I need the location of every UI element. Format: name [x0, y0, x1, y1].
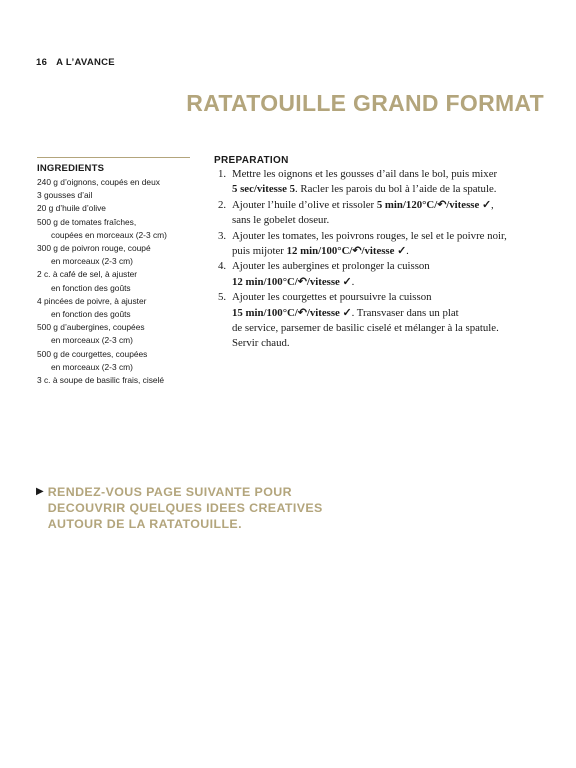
ingredient-continuation: en morceaux (2-3 cm): [51, 256, 133, 267]
ingredient-continuation: en fonction des goûts: [51, 309, 131, 320]
ingredient-continuation: en fonction des goûts: [51, 282, 131, 293]
step-number: 2.: [218, 198, 227, 211]
ingredient-item: 300 g de poivron rouge, coupé: [37, 243, 151, 254]
ingredient-continuation: coupées en morceaux (2-3 cm): [51, 229, 167, 240]
preparation-panel: [214, 155, 544, 352]
ingredient-item: 3 gousses d’ail: [37, 190, 93, 201]
step-line: Ajouter l’huile d’olive et rissoler 5 min/120°C/↶/vitesse ✓,: [232, 198, 494, 211]
step-number: 3.: [218, 229, 227, 242]
ingredient-item: [37, 334, 190, 347]
cooking-setting: 15 min/100°C/↶/vitesse ✓: [232, 306, 352, 319]
callout-line: AUTOUR DE LA RATATOUILLE.: [47, 517, 242, 531]
next-page-callout: [36, 484, 323, 532]
preparation-steps: [214, 167, 544, 352]
ingredient-item: [37, 229, 190, 242]
ingredient-item: [37, 282, 190, 295]
ingredient-item: 4 pincées de poivre, à ajuster: [37, 295, 147, 306]
step-line: Ajouter les aubergines et prolonger la cuisson: [232, 260, 430, 273]
preparation-step: [214, 167, 544, 198]
step-number: 5.: [218, 291, 227, 304]
ingredient-item: 20 g d’huile d’olive: [37, 203, 106, 214]
ingredient-continuation: en morceaux (2-3 cm): [51, 361, 133, 372]
preparation-step: [214, 198, 544, 229]
step-line: Mettre les oignons et les gousses d’ail dans le bol, puis mixer: [232, 168, 498, 180]
preparation-step: [214, 259, 544, 290]
ingredients-heading: INGREDIENTS: [37, 163, 105, 174]
ingredient-item: [37, 361, 190, 374]
callout-line: RENDEZ-VOUS PAGE SUIVANTE POUR: [47, 485, 292, 499]
step-line: 15 min/100°C/↶/vitesse ✓. Transvaser dans un plat: [232, 306, 459, 319]
ingredients-panel: [37, 157, 190, 387]
cooking-setting: 5 min/120°C/↶/vitesse ✓: [376, 198, 492, 211]
step-line: puis mijoter 12 min/100°C/↶/vitesse ✓.: [232, 245, 409, 258]
callout-text: [48, 484, 323, 532]
preparation-heading: PREPARATION: [214, 155, 289, 166]
ingredient-item: [37, 255, 190, 268]
play-arrow-icon: ▶: [36, 486, 44, 497]
cooking-setting: 12 min/100°C/↶/vitesse ✓: [286, 245, 407, 258]
ingredient-item: 240 g d’oignons, coupés en deux: [37, 177, 160, 187]
step-number: 1.: [218, 168, 227, 180]
ingredient-continuation: en morceaux (2-3 cm): [51, 335, 133, 346]
callout-line: DECOUVRIR QUELQUES IDEES CREATIVES: [47, 501, 323, 515]
step-line: 12 min/100°C/↶/vitesse ✓.: [232, 275, 355, 288]
step-number: 4.: [218, 260, 227, 273]
ingredient-item: 500 g de tomates fraîches,: [37, 216, 137, 227]
step-line: Ajouter les courgettes et poursuivre la cuisson: [232, 291, 432, 304]
cooking-setting: 5 sec/vitesse 5: [232, 183, 295, 196]
preparation-step: [214, 229, 544, 260]
step-line: de service, parsemer de basilic ciselé et mélanger à la spatule.: [232, 322, 499, 335]
ingredient-item: 500 g d’aubergines, coupées: [37, 322, 145, 333]
recipe-title: RATATOUILLE GRAND FORMAT: [186, 90, 544, 116]
step-line: Servir chaud.: [232, 337, 290, 350]
step-line: 5 sec/vitesse 5. Racler les parois du bol à l’aide de la spatule.: [232, 183, 497, 196]
ingredient-item: 500 g de courgettes, coupées: [37, 348, 148, 359]
page-number: 16: [36, 57, 48, 68]
step-line: sans le gobelet doseur.: [232, 214, 330, 227]
section-name: A L’AVANCE: [56, 57, 115, 68]
ingredient-item: [37, 308, 190, 321]
page-header: [36, 57, 124, 68]
cooking-setting: 12 min/100°C/↶/vitesse ✓: [232, 275, 352, 288]
ingredients-list: [37, 176, 190, 387]
ingredient-item: 2 c. à café de sel, à ajuster: [37, 269, 138, 280]
ingredient-item: 3 c. à soupe de basilic frais, ciselé: [37, 375, 165, 386]
step-line: Ajouter les tomates, les poivrons rouges, le sel et le poivre noir,: [232, 229, 507, 242]
preparation-step: [214, 290, 544, 352]
